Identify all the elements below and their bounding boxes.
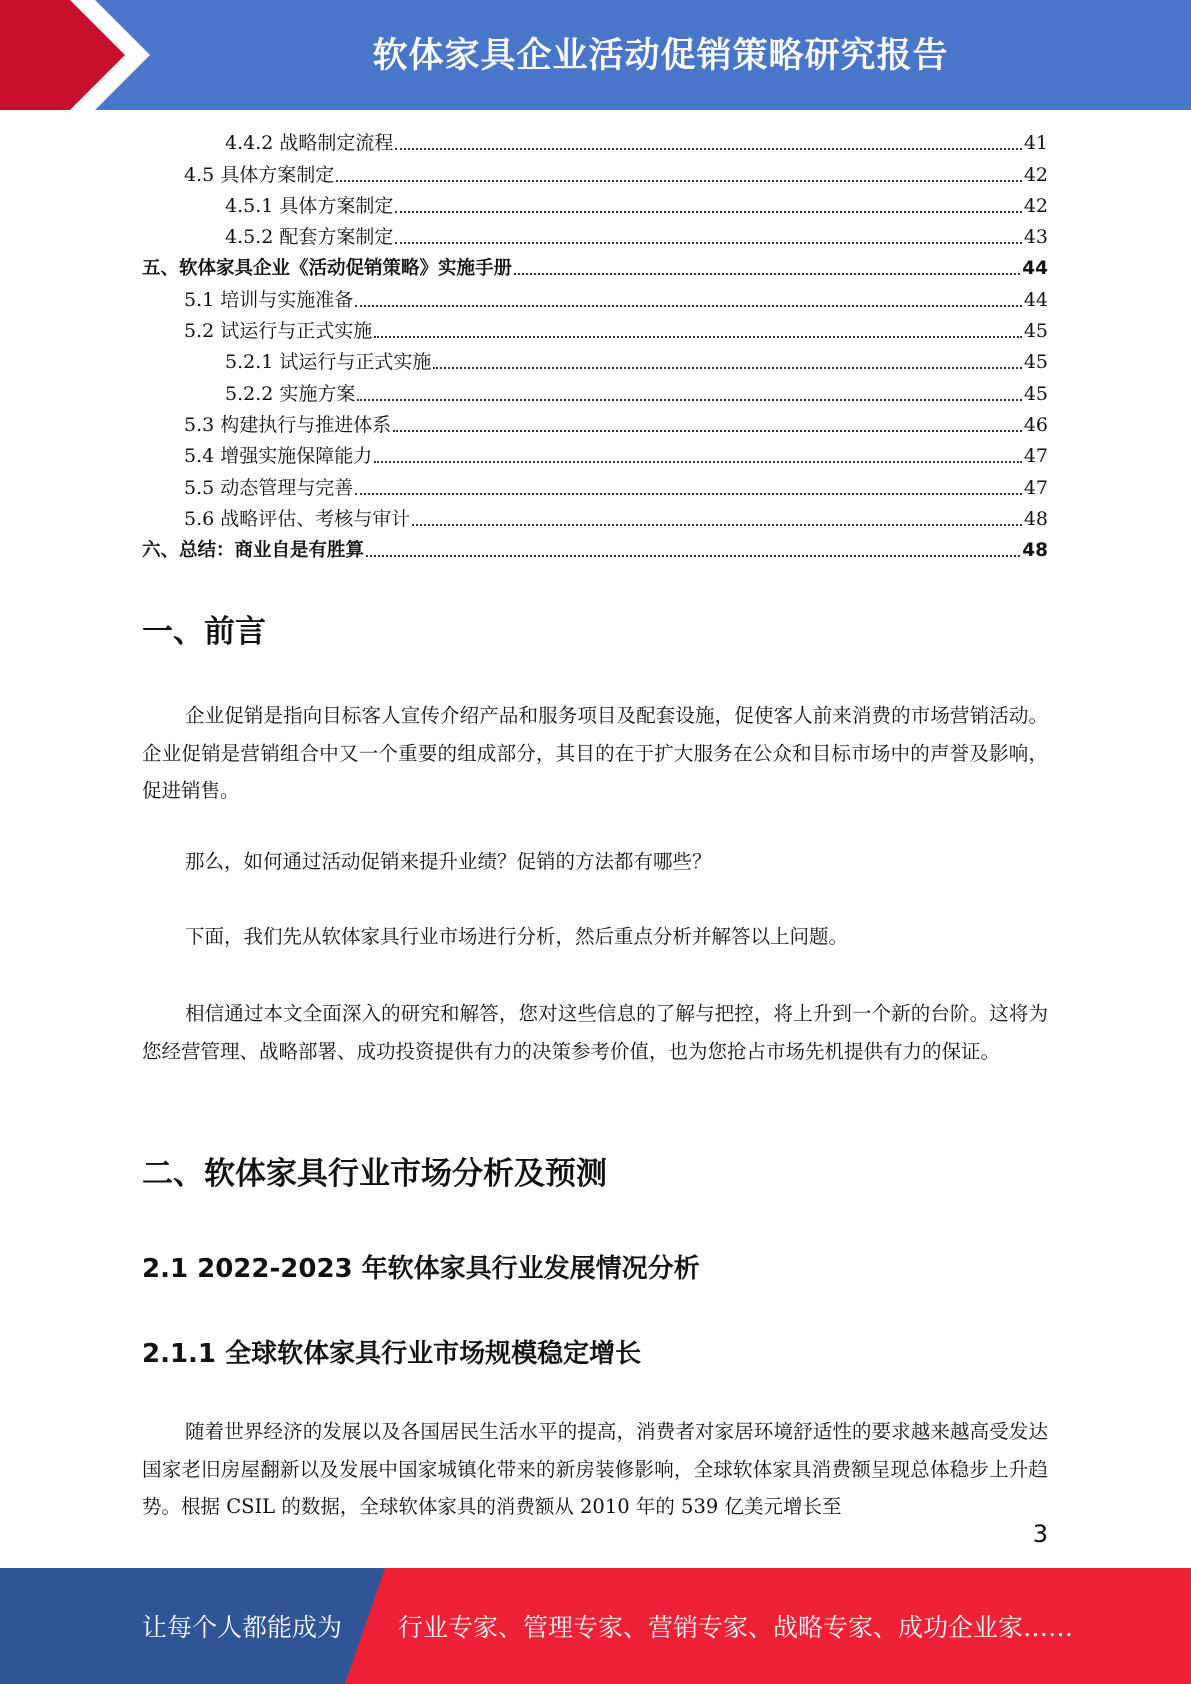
toc-entry-label: 5.2.2 实施方案 [225, 382, 356, 405]
toc-entry-page: 45 [1023, 382, 1048, 405]
toc-leader-dots [366, 555, 1020, 557]
paragraph: 那么，如何通过活动促销来提升业绩？促销的方法都有哪些？ [185, 850, 712, 873]
toc-entry-page: 45 [1023, 351, 1048, 374]
toc-leader-dots [374, 336, 1022, 338]
table-of-contents [142, 128, 1048, 566]
header-title: 软体家具企业活动促销策略研究报告 [372, 36, 949, 76]
toc-entry-page: 47 [1023, 445, 1048, 468]
toc-leader-dots [395, 148, 1021, 150]
toc-entry-label: 5.5 动态管理与完善 [184, 476, 354, 499]
toc-leader-dots [357, 399, 1021, 401]
page-footer [0, 1568, 1191, 1684]
toc-entry-page: 45 [1023, 320, 1048, 343]
toc-entry-label: 六、总结：商业自是有胜算 [142, 540, 365, 562]
toc-leader-dots [514, 273, 1020, 275]
toc-leader-dots [412, 524, 1022, 526]
toc-entry[interactable] [142, 347, 1048, 378]
toc-entry[interactable] [142, 378, 1048, 409]
toc-entry[interactable] [142, 504, 1048, 535]
toc-leader-dots [395, 211, 1021, 213]
toc-entry-label: 4.5 具体方案制定 [184, 163, 335, 186]
toc-entry-label: 5.1 培训与实施准备 [184, 288, 354, 311]
toc-entry-page: 43 [1023, 226, 1048, 249]
toc-entry-page: 48 [1022, 540, 1048, 562]
paragraph: 下面，我们先从软体家具行业市场进行分析，然后重点分析并解答以上问题。 [185, 925, 849, 948]
toc-entry-page: 44 [1022, 258, 1048, 280]
toc-entry-label: 5.4 增强实施保障能力 [184, 445, 373, 468]
toc-entry-label: 4.5.1 具体方案制定 [225, 194, 394, 217]
toc-leader-dots [374, 461, 1022, 463]
toc-entry-label: 4.5.2 配套方案制定 [225, 226, 394, 249]
section-heading-market: 二、软体家具行业市场分析及预测 [142, 1156, 607, 1192]
paragraph: 随着世界经济的发展以及各国居民生活水平的提高，消费者对家居环境舒适性的要求越来越高受发达国家老旧房屋翻新以及发展中国家城镇化带来的新房装修影响，全球软体家具消费额呈现总体稳步上升趋势。根据 CSIL 的数据，全球软体家具的消费额从 2010 年的 539 亿美元增长至 [142, 1420, 1048, 1518]
subsubsection-heading: 2.1.1 全球软体家具行业市场规模稳定增长 [142, 1339, 642, 1369]
toc-entry[interactable] [142, 253, 1048, 284]
toc-entry-label: 5.6 战略评估、考核与审计 [184, 507, 411, 530]
toc-entry-label: 5.2.1 试运行与正式实施 [225, 351, 432, 374]
toc-entry[interactable] [142, 441, 1048, 472]
toc-entry-label: 4.4.2 战略制定流程 [225, 132, 394, 155]
toc-leader-dots [355, 493, 1022, 495]
toc-entry-page: 46 [1023, 413, 1048, 436]
toc-leader-dots [433, 367, 1021, 369]
toc-leader-dots [395, 242, 1021, 244]
subsection-heading: 2.1 2022-2023 年软体家具行业发展情况分析 [142, 1254, 700, 1284]
toc-entry[interactable] [142, 472, 1048, 503]
paragraph: 相信通过本文全面深入的研究和解答，您对这些信息的了解与把控，将上升到一个新的台阶。这将为您经营管理、战略部署、成功投资提供有力的决策参考价值，也为您抢占市场先机提供有力的保证。 [142, 1002, 1048, 1063]
toc-entry-page: 44 [1023, 288, 1048, 311]
page-header [0, 0, 1191, 110]
toc-entry-label: 五、软体家具企业《活动促销策略》实施手册 [142, 258, 513, 280]
footer-slogan-right: 行业专家、管理专家、营销专家、战略专家、成功企业家…… [398, 1613, 1074, 1642]
toc-entry-page: 47 [1023, 476, 1048, 499]
toc-entry[interactable] [142, 128, 1048, 159]
toc-entry-page: 48 [1023, 507, 1048, 530]
toc-entry-label: 5.2 试运行与正式实施 [184, 320, 373, 343]
toc-entry-page: 41 [1023, 132, 1048, 155]
paragraph: 企业促销是指向目标客人宣传介绍产品和服务项目及配套设施，促使客人前来消费的市场营销活动。企业促销是营销组合中又一个重要的组成部分，其目的在于扩大服务在公众和目标市场中的声誉及影响，促进销售。 [142, 704, 1048, 802]
toc-entry-page: 42 [1023, 163, 1048, 186]
toc-entry[interactable] [142, 191, 1048, 222]
footer-slogan-left: 让每个人都能成为 [142, 1613, 343, 1642]
toc-leader-dots [393, 430, 1022, 432]
toc-entry[interactable] [142, 410, 1048, 441]
toc-leader-dots [355, 305, 1022, 307]
toc-entry[interactable] [142, 222, 1048, 253]
section-heading-preface: 一、前言 [142, 614, 266, 650]
toc-entry[interactable] [142, 535, 1048, 566]
toc-entry-label: 5.3 构建执行与推进体系 [184, 413, 392, 436]
toc-entry[interactable] [142, 159, 1048, 190]
toc-leader-dots [336, 180, 1022, 182]
toc-entry-page: 42 [1023, 194, 1048, 217]
toc-entry[interactable] [142, 316, 1048, 347]
page-number: 3 [1032, 1520, 1048, 1548]
toc-entry[interactable] [142, 284, 1048, 315]
